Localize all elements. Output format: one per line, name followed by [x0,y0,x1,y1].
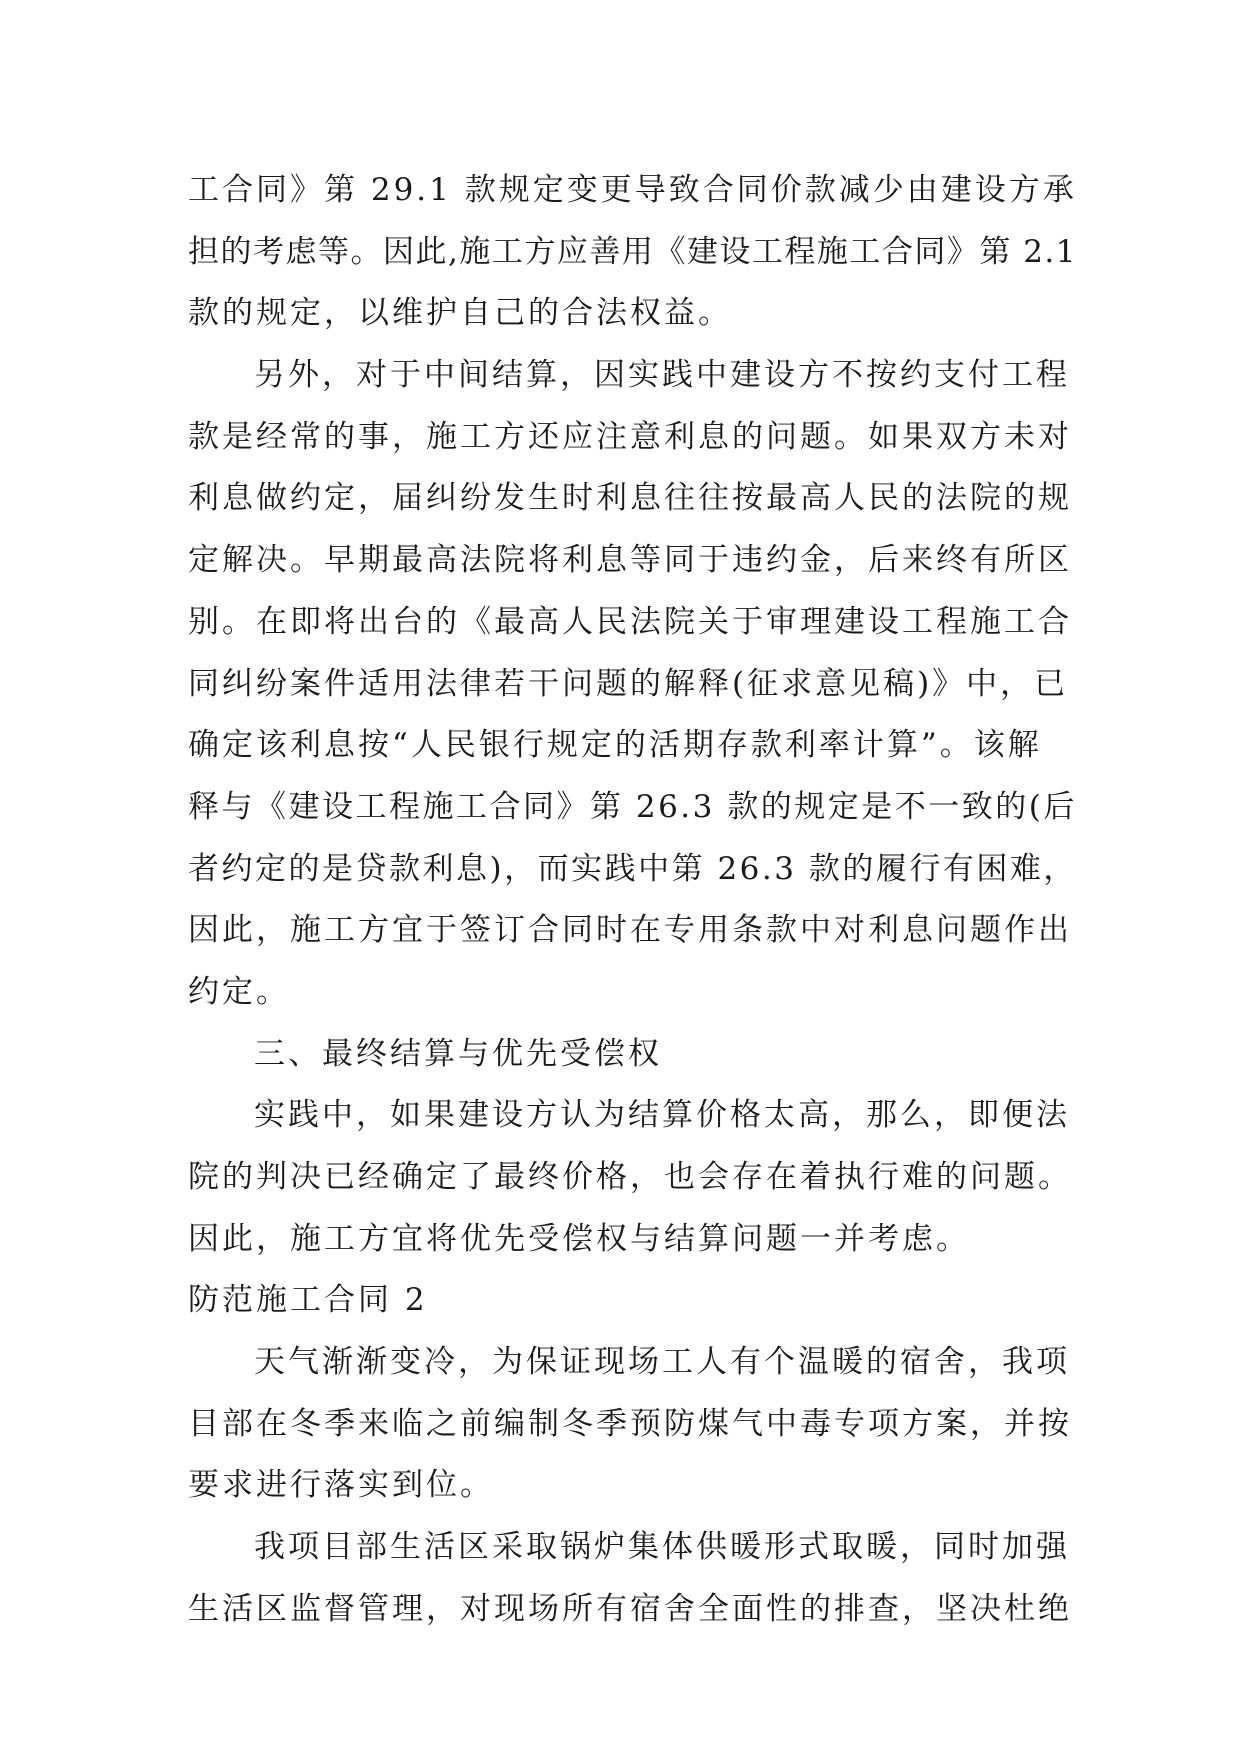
text-line: 院的判决已经确定了最终价格，也会存在着执行难的问题。 [188,1159,1072,1195]
text-line: 天气渐渐变冷，为保证现场工人有个温暖的宿舍，我项 [254,1344,1070,1381]
text-line: 定解决。早期最高法院将利息等同于违约金，后来终有所区 [188,542,1072,579]
text-line: 款的规定，以维护自己的合法权益。 [188,295,732,332]
text-line: 我项目部生活区采取锅炉集体供暖形式取暖，同时加强 [254,1529,1070,1566]
text-line: 约定。 [188,973,290,1010]
text-line: 者约定的是贷款利息)，而实践中第 26.3 款的履行有困难， [188,850,1077,887]
text-line: 目部在冬季来临之前编制冬季预防煤气中毒专项方案，并按 [188,1405,1072,1442]
document-body [188,160,1078,1641]
text-line: 因此，施工方宜于签订合同时在专用条款中对利息问题作出 [188,912,1072,949]
text-line: 款是经常的事，施工方还应注意利息的问题。如果双方未对 [188,418,1072,455]
text-line: 要求进行落实到位。 [188,1467,494,1504]
text-line: 生活区监督管理，对现场所有宿舍全面性的排查，坚决杜绝 [188,1590,1072,1627]
text-line: 实践中，如果建设方认为结算价格太高，那么，即便法 [254,1097,1070,1134]
section-heading: 三、最终结算与优先受偿权 [254,1035,662,1072]
text-line: 因此，施工方宜将优先受偿权与结算问题一并考虑。 [188,1220,970,1257]
text-line: 同纠纷案件适用法律若干问题的解释(征求意见稿)》中，已 [188,665,1069,702]
text-line: 别。在即将出台的《最高人民法院关于审理建设工程施工合 [188,603,1072,640]
text-line: 释与《建设工程施工合同》第 26.3 款的规定是不一致的(后 [188,788,1077,825]
text-line: 利息做约定，届纠纷发生时利息往往按最高人民的法院的规 [188,480,1072,517]
text-line: 确定该利息按“人民银行规定的活期存款利率计算”。该解 [188,727,1042,764]
document-title: 防范施工合同 2 [188,1282,428,1319]
text-line: 担的考虑等。因此,施工方应善用《建设工程施工合同》第 2.1 [188,233,1078,270]
text-line: 另外，对于中间结算，因实践中建设方不按约支付工程 [254,357,1070,394]
text-line: 工合同》第 29.1 款规定变更导致合同价款减少由建设方承 [188,172,1077,208]
